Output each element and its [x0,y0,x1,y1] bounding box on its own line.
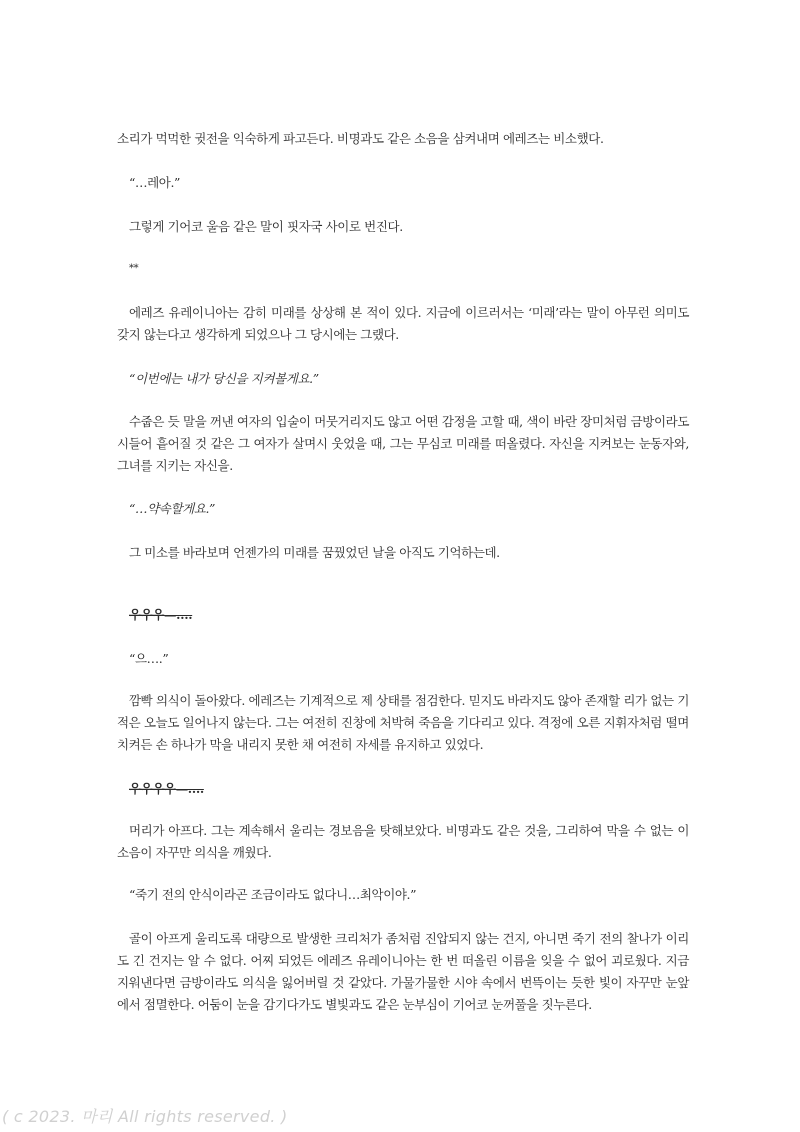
copyright-watermark: ( c 2023. 마리 All rights reserved. ) [2,1107,288,1126]
paragraph-3: 에레즈 유레이니아는 감히 미래를 상상해 본 적이 있다. 지금에 이르러서는 ‘미래’라는 말이 아무런 의미도 갖지 않는다고 생각하게 되었으나 그 당시에는 그랬다. [117,305,689,342]
dialogue-watch: “이번에는 내가 당신을 지켜볼게요.” [129,371,319,386]
paragraph-8: 골이 아프게 울리도록 대량으로 발생한 크리처가 좀처럼 진압되지 않는 건지, 아니면 죽기 전의 찰나가 이리도 긴 건지는 알 수 없다. 어찌 되었든 에레즈 유레이니아는 한 번 떠올린 이름을 잊을 수 없어 괴로웠다. 지금 지워낸다면 금방이라도 의식을 잃어버릴 것 같았다. 가물가물한 시야 속에서 번뜩이는 듯한 빛이 자꾸만 눈앞에서 점멸한다. 어둠이 눈을 감기다가도 별빛과도 같은 눈부심이 기어코 눈꺼풀을 짓누른다. [117,931,689,1012]
dialogue-promise: “…약속할게요.” [129,501,216,516]
dialogue-worst: “죽기 전의 안식이라곤 조금이라도 없다니…최악이야.” [129,887,417,902]
siren-sound-1: 우우우—…. [129,607,193,622]
paragraph-6: 깜빡 의식이 돌아왔다. 에레즈는 기계적으로 제 상태를 점검한다. 믿지도 바라지도 않아 존재할 리가 없는 기적은 오늘도 일어나지 않는다. 그는 여전히 진창에 처박혀 죽음을 기다리고 있다. 격정에 오른 지휘자처럼 떨며 치켜든 손 하나가 막을 내리지 못한 채 여전히 자세를 유지하고 있었다. [117,693,689,752]
paragraph-5: 그 미소를 바라보며 언젠가의 미래를 꿈꿨었던 날을 아직도 기억하는데. [129,545,500,560]
scene-break: ** [129,263,139,274]
paragraph-2: 그렇게 기어코 울음 같은 말이 핏자국 사이로 번진다. [129,219,403,234]
paragraph-4: 수줍은 듯 말을 꺼낸 여자의 입술이 머뭇거리지도 않고 어떤 감정을 고할 때, 색이 바란 장미처럼 금방이라도 시들어 흩어질 것 같은 그 여자가 살며시 웃었을 때, 그는 무심코 미래를 떠올렸다. 자신을 지켜보는 눈동자와, 그녀를 지키는 자신을. [117,414,689,473]
dialogue-groan: “으….” [129,651,169,666]
siren-sound-2: 우우우우—…. [129,781,204,796]
paragraph-1: 소리가 먹먹한 귓전을 익숙하게 파고든다. 비명과도 같은 소음을 삼켜내며 에레즈는 비소했다. [117,131,604,146]
paragraph-7: 머리가 아프다. 그는 계속해서 울리는 경보음을 탓해보았다. 비명과도 같은 것을, 그리하여 막을 수 없는 이 소음이 자꾸만 의식을 깨웠다. [117,823,689,860]
dialogue-rea: “…레아.” [129,175,181,190]
